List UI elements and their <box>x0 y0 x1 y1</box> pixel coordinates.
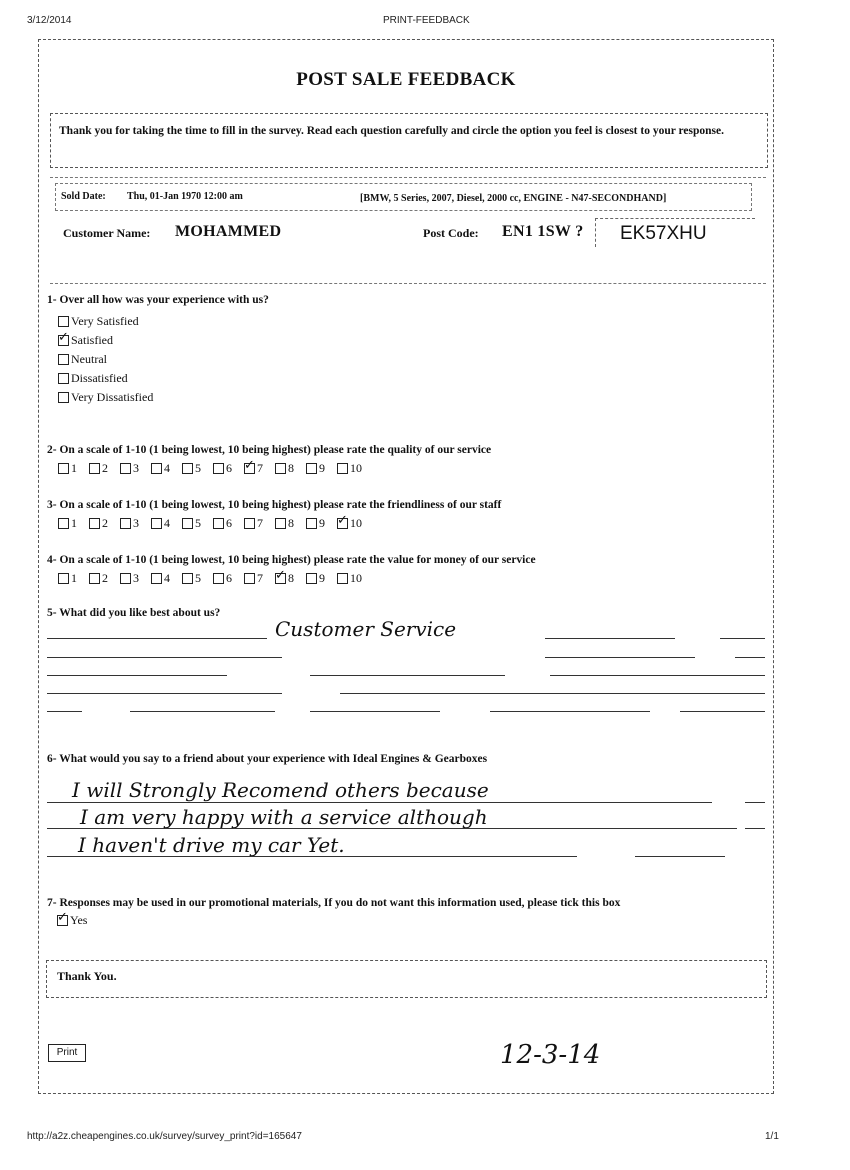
checkbox[interactable] <box>182 573 193 584</box>
checkbox[interactable] <box>58 573 69 584</box>
checkbox[interactable] <box>244 518 255 529</box>
q4-option-8[interactable] <box>275 571 306 586</box>
checkbox[interactable] <box>213 573 224 584</box>
write-line <box>545 657 695 658</box>
checkbox[interactable] <box>120 573 131 584</box>
write-line <box>47 693 282 694</box>
write-line <box>635 856 725 857</box>
q1-option-dissatisfied[interactable]: Dissatisfied <box>58 369 153 388</box>
scale-label: 8 <box>288 571 294 585</box>
write-line <box>47 856 577 857</box>
checkbox-checked[interactable] <box>244 463 255 474</box>
scale-label: 10 <box>350 516 362 530</box>
scale-label: 9 <box>319 571 325 585</box>
checkbox-checked[interactable] <box>58 335 69 346</box>
question-7: 7- Responses may be used in our promotional materials, If you do not want this information used, please tick this box <box>47 897 621 909</box>
scale-label: 7 <box>257 516 263 530</box>
page-number: 1/1 <box>765 1131 779 1142</box>
q4-option-7[interactable] <box>244 571 275 586</box>
q3-option-7[interactable] <box>244 516 275 531</box>
form-title: POST SALE FEEDBACK <box>296 69 516 90</box>
scale-label: 7 <box>257 571 263 585</box>
q1-option-very-satisfied[interactable]: Very Satisfied <box>58 312 153 331</box>
checkbox[interactable] <box>337 463 348 474</box>
q4-option-5[interactable] <box>182 571 213 586</box>
checkbox[interactable] <box>306 573 317 584</box>
write-line <box>130 711 275 712</box>
question-6: 6- What would you say to a friend about your experience with Ideal Engines & Gearboxes <box>47 753 488 765</box>
q2-option-4[interactable] <box>151 461 182 476</box>
checkbox[interactable] <box>275 518 286 529</box>
scale-label: 8 <box>288 516 294 530</box>
checkbox[interactable] <box>182 463 193 474</box>
scale-label: 2 <box>102 571 108 585</box>
q4-option-6[interactable] <box>213 571 244 586</box>
info-divider-bottom <box>50 283 766 284</box>
scale-label: 1 <box>71 461 77 475</box>
q3-option-4[interactable] <box>151 516 182 531</box>
checkbox[interactable] <box>89 518 100 529</box>
checkbox[interactable] <box>58 392 69 403</box>
checkbox[interactable] <box>58 354 69 365</box>
write-line <box>310 675 505 676</box>
q2-option-10[interactable] <box>337 461 368 476</box>
question-5: 5- What did you like best about us? <box>47 607 221 619</box>
sold-date-label: Sold Date: <box>61 191 106 202</box>
q1-options <box>58 312 153 407</box>
handwritten-date: 12-3-14 <box>500 1040 601 1070</box>
scale-label: 5 <box>195 516 201 530</box>
customer-name-value: MOHAMMED <box>175 223 282 240</box>
q4-option-9[interactable] <box>306 571 337 586</box>
customer-name-label: Customer Name: <box>63 226 151 240</box>
checkbox[interactable] <box>151 573 162 584</box>
q3-option-9[interactable] <box>306 516 337 531</box>
checkbox[interactable] <box>58 518 69 529</box>
q1-option-neutral[interactable]: Neutral <box>58 350 153 369</box>
vehicle-info: [BMW, 5 Series, 2007, Diesel, 2000 cc, ENGINE - N47-SECONDHAND] <box>360 193 667 204</box>
scale-label: 2 <box>102 461 108 475</box>
q3-option-1[interactable] <box>58 516 89 531</box>
checkbox[interactable] <box>151 518 162 529</box>
post-code-label: Post Code: <box>423 226 479 240</box>
q2-option-3[interactable] <box>120 461 151 476</box>
question-4: 4- On a scale of 1-10 (1 being lowest, 10 being highest) please rate the value for money of our service <box>47 554 536 566</box>
checkbox[interactable] <box>213 518 224 529</box>
scale-label: 2 <box>102 516 108 530</box>
write-line <box>47 638 267 639</box>
write-line <box>340 693 765 694</box>
checkbox[interactable] <box>244 573 255 584</box>
checkbox[interactable] <box>58 316 69 327</box>
scale-label: 7 <box>257 461 263 475</box>
scale-label: 10 <box>350 461 362 475</box>
write-line <box>47 802 712 803</box>
q3-option-8[interactable] <box>275 516 306 531</box>
print-title: PRINT-FEEDBACK <box>383 15 470 26</box>
q2-option-8[interactable] <box>275 461 306 476</box>
q2-option-1[interactable] <box>58 461 89 476</box>
checkbox[interactable] <box>58 373 69 384</box>
question-1: 1- Over all how was your experience with us? <box>47 294 269 306</box>
q1-option-satisfied[interactable]: ✓ Satisfied <box>58 331 153 350</box>
print-url: http://a2z.cheapengines.co.uk/survey/survey_print?id=165647 <box>27 1131 302 1142</box>
write-line <box>735 657 765 658</box>
checkbox[interactable] <box>306 463 317 474</box>
checkbox[interactable] <box>213 463 224 474</box>
scale-label: 9 <box>319 461 325 475</box>
write-line <box>47 675 227 676</box>
checkbox[interactable] <box>120 518 131 529</box>
write-line <box>310 711 440 712</box>
write-line <box>47 711 82 712</box>
scale-label: 4 <box>164 571 170 585</box>
q6-answer-line-2: I am very happy with a service although <box>80 805 488 829</box>
q3-option-5[interactable] <box>182 516 213 531</box>
q3-option-3[interactable] <box>120 516 151 531</box>
scale-label: 4 <box>164 461 170 475</box>
write-line <box>545 638 675 639</box>
checkbox-checked[interactable] <box>337 518 348 529</box>
q6-answer-line-1: I will Strongly Recomend others because <box>72 778 489 802</box>
checkbox-checked[interactable] <box>275 573 286 584</box>
checkbox[interactable] <box>182 518 193 529</box>
scale-label: 6 <box>226 516 232 530</box>
scale-label: 3 <box>133 571 139 585</box>
scale-label: 9 <box>319 516 325 530</box>
thank-you-box <box>46 960 767 998</box>
write-line <box>47 657 282 658</box>
q4-option-2[interactable] <box>89 571 120 586</box>
checkbox[interactable] <box>58 463 69 474</box>
scale-label: 4 <box>164 516 170 530</box>
q3-option-10[interactable] <box>337 516 368 531</box>
q4-scale <box>58 571 368 586</box>
question-3: 3- On a scale of 1-10 (1 being lowest, 10 being highest) please rate the friendliness of our staff <box>47 499 502 511</box>
q2-option-6[interactable] <box>213 461 244 476</box>
q2-option-7[interactable] <box>244 461 275 476</box>
q4-option-10[interactable] <box>337 571 368 586</box>
checkbox[interactable] <box>151 463 162 474</box>
scale-label: 6 <box>226 461 232 475</box>
q4-option-4[interactable] <box>151 571 182 586</box>
checkbox[interactable] <box>89 573 100 584</box>
info-divider-top <box>50 177 766 178</box>
checkbox-checked[interactable] <box>57 915 68 926</box>
q3-option-2[interactable] <box>89 516 120 531</box>
checkbox[interactable] <box>275 463 286 474</box>
q2-option-2[interactable] <box>89 461 120 476</box>
print-button[interactable]: Print <box>48 1044 86 1062</box>
scale-label: 6 <box>226 571 232 585</box>
q2-scale <box>58 461 368 476</box>
q6-answer-line-3: I haven't drive my car Yet. <box>78 833 345 857</box>
intro-text: Thank you for taking the time to fill in the survey. Read each question carefully and circle the option you feel is closest to your response. <box>59 125 724 137</box>
write-line <box>490 711 650 712</box>
post-code-value: EN1 1SW ? <box>502 223 584 240</box>
scale-label: 3 <box>133 516 139 530</box>
write-line <box>47 828 737 829</box>
scale-label: 5 <box>195 461 201 475</box>
scale-label: 1 <box>71 516 77 530</box>
write-line <box>680 711 765 712</box>
q7-option-yes[interactable]: ✓ Yes <box>57 913 87 928</box>
thank-you-text: Thank You. <box>57 969 117 983</box>
print-date: 3/12/2014 <box>27 15 72 26</box>
q1-option-very-dissatisfied[interactable]: Very Dissatisfied <box>58 388 153 407</box>
q2-option-9[interactable] <box>306 461 337 476</box>
registration-number: EK57XHU <box>595 218 755 247</box>
question-2: 2- On a scale of 1-10 (1 being lowest, 10 being highest) please rate the quality of our service <box>47 444 492 456</box>
q3-option-6[interactable] <box>213 516 244 531</box>
write-line <box>745 828 765 829</box>
checkbox[interactable] <box>337 573 348 584</box>
q2-option-5[interactable] <box>182 461 213 476</box>
checkbox[interactable] <box>306 518 317 529</box>
q3-scale <box>58 516 368 531</box>
write-line <box>550 675 765 676</box>
scale-label: 1 <box>71 571 77 585</box>
write-line <box>720 638 765 639</box>
checkbox[interactable] <box>89 463 100 474</box>
write-line <box>745 802 765 803</box>
q4-option-3[interactable] <box>120 571 151 586</box>
scale-label: 10 <box>350 571 362 585</box>
q5-answer: Customer Service <box>275 617 457 641</box>
q4-option-1[interactable] <box>58 571 89 586</box>
scale-label: 3 <box>133 461 139 475</box>
sold-date-value: Thu, 01-Jan 1970 12:00 am <box>127 191 243 202</box>
scale-label: 8 <box>288 461 294 475</box>
checkbox[interactable] <box>120 463 131 474</box>
scale-label: 5 <box>195 571 201 585</box>
